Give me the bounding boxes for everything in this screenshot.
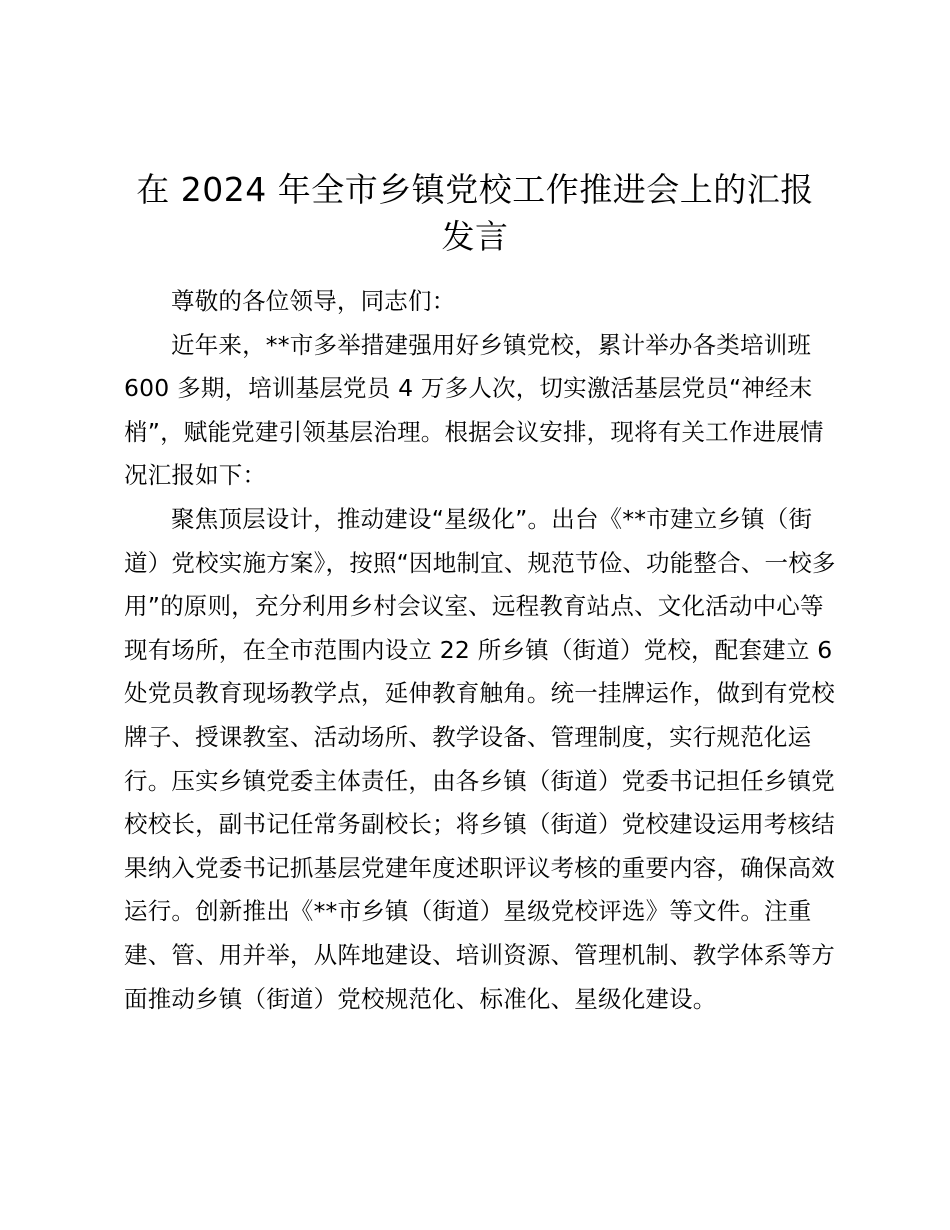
salutation: 尊敬的各位领导，同志们： <box>171 287 456 315</box>
title-line-1: 在 2024 年全市乡镇党校工作推进会上的汇报 <box>136 170 814 209</box>
document-title <box>115 166 835 260</box>
document-body <box>124 280 840 1021</box>
paragraph-intro: 近年来，**市多举措建强用好乡镇党校，累计举办各类培训班 600 多期，培训基层党员 4 万多人次，切实激活基层党员“神经末梢”，赋能党建引领基层治理。根据会议安排，现将有关工作进展情况汇报如下： <box>124 330 824 490</box>
paragraph-top-level-design: 聚焦顶层设计，推动建设“星级化”。出台《**市建立乡镇（街道）党校实施方案》，按照“因地制宜、规范节俭、功能整合、一校多用”的原则，充分利用乡村会议室、远程教育站点、文化活动中心等现有场所，在全市范围内设立 22 所乡镇（街道）党校，配套建立 6 处党员教育现场教学点，延伸教育触角。统一挂牌运作，做到有党校牌子、授课教室、活动场所、教学设备、管理制度，实行规范化运行。压实乡镇党委主体责任，由各乡镇（街道）党委书记担任乡镇党校校长，副书记任常务副校长；将乡镇（街道）党校建设运用考核结果纳入党委书记抓基层党建年度述职评议考核的重要内容，确保高效运行。创新推出《**市乡镇（街道）星级党校评选》等文件。注重建、管、用并举，从阵地建设、培训资源、管理机制、教学体系等方面推动乡镇（街道）党校规范化、标准化、星级化建设。 <box>124 504 836 1013</box>
title-line-2: 发言 <box>441 217 509 256</box>
